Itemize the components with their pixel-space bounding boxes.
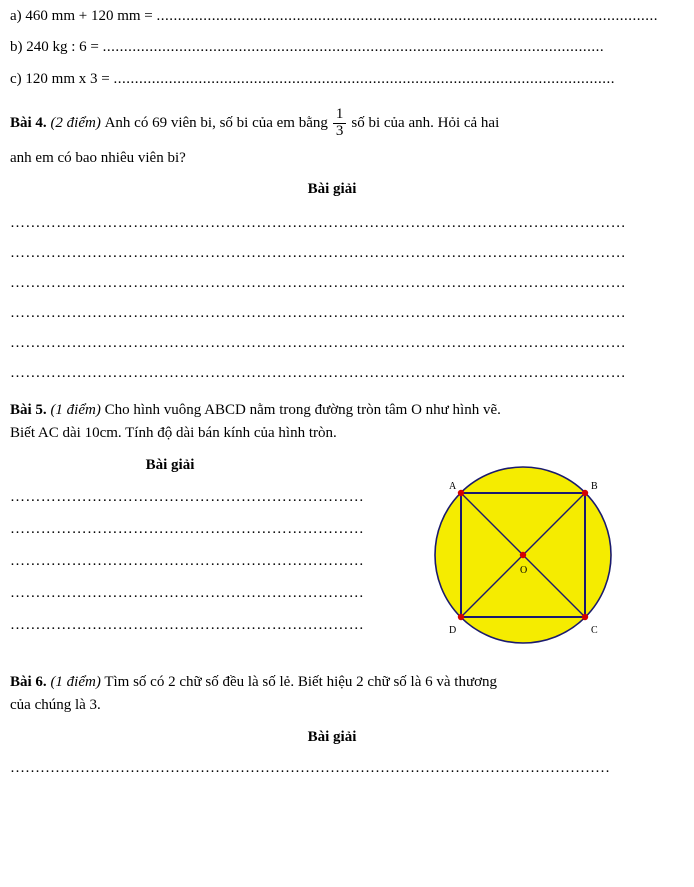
circle-square-figure — [423, 455, 623, 655]
fraction-denominator: 3 — [333, 123, 347, 140]
exercise-5-figure-column — [420, 453, 694, 655]
exercise-5-solution-title: Bài giải — [145, 457, 195, 474]
question-a — [0, 6, 694, 26]
answer-line[interactable]: …………………………………………………………… — [10, 521, 365, 538]
exercise-6-solution-title: Bài giải — [307, 729, 357, 746]
fraction-numerator: 1 — [335, 105, 344, 122]
label-b: B — [591, 481, 598, 493]
question-a-text: a) 460 mm + 120 mm = — [10, 8, 157, 24]
exercise-6-points: (1 điểm) — [50, 674, 101, 691]
answer-line[interactable]: …………………………………………………………… — [10, 553, 365, 570]
answer-line[interactable]: …………………………………………………………… — [10, 489, 365, 506]
question-b — [0, 37, 694, 57]
point-o-marker — [520, 552, 526, 558]
exercise-5-line1: Cho hình vuông ABCD nằm trong đường tròn tâm O như hình vẽ. — [104, 402, 501, 419]
question-c-dots: ...................................................................................................................... — [113, 70, 615, 87]
exercise-4-points: (2 điểm) — [50, 114, 101, 131]
question-a-dots: ...................................................................................................................... — [156, 8, 658, 24]
question-b-dots: ...................................................................................................................... — [102, 39, 605, 56]
answer-line[interactable]: ………………………………………………………………………………………………………… — [10, 365, 626, 382]
geometry-diagram-svg — [423, 455, 623, 655]
label-o: O — [520, 565, 528, 577]
point-c-marker — [582, 614, 588, 620]
answer-line[interactable]: ………………………………………………………………………………………………………… — [10, 335, 626, 352]
exercise-5-label: Bài 5. — [10, 402, 47, 419]
exercise-5-answer-column — [0, 453, 420, 655]
label-a: A — [449, 481, 457, 493]
question-b-text: b) 240 kg : 6 = — [10, 39, 103, 56]
point-b-marker — [582, 490, 588, 496]
answer-line[interactable]: …………………………………………………………… — [10, 585, 365, 602]
exercise-4-continued: anh em có bao nhiêu viên bi? — [10, 150, 186, 167]
exercise-4-text-after: số bi của anh. Hỏi cả hai — [351, 114, 500, 131]
exercise-5-points: (1 điểm) — [50, 402, 101, 419]
label-c: C — [591, 625, 598, 637]
label-d: D — [449, 625, 457, 637]
answer-line[interactable]: ………………………………………………………………………………………………………… — [10, 760, 610, 777]
exercise-4-text-before: Anh có 69 viên bi, số bi của em bằng — [104, 114, 328, 131]
exercise-4-label: Bài 4. — [10, 114, 47, 131]
exercise-5-line2: Biết AC dài 10cm. Tính độ dài bán kính của hình tròn. — [10, 424, 337, 441]
answer-line[interactable]: ………………………………………………………………………………………………………… — [10, 215, 626, 232]
question-c-text: c) 120 mm x 3 = — [10, 70, 114, 87]
exercise-6-line2: của chúng là 3. — [10, 696, 101, 713]
fraction-one-third — [333, 107, 347, 140]
exercise-4-heading — [0, 107, 694, 140]
answer-line[interactable]: …………………………………………………………… — [10, 617, 365, 634]
exercise-5-body — [0, 453, 694, 655]
exercise-5-heading — [0, 399, 694, 444]
exercise-6-line1: Tìm số có 2 chữ số đều là số lẻ. Biết hiệu 2 chữ số là 6 và thương — [104, 674, 498, 691]
worksheet-page — [0, 6, 694, 887]
exercise-4-solution-title: Bài giải — [307, 181, 357, 198]
answer-line[interactable]: ………………………………………………………………………………………………………… — [10, 305, 626, 322]
answer-line[interactable]: ………………………………………………………………………………………………………… — [10, 245, 626, 262]
question-c — [0, 69, 694, 89]
answer-line[interactable]: ………………………………………………………………………………………………………… — [10, 275, 626, 292]
exercise-6-label: Bài 6. — [10, 674, 47, 691]
point-d-marker — [458, 614, 464, 620]
exercise-6-heading — [0, 671, 694, 716]
point-a-marker — [458, 490, 464, 496]
